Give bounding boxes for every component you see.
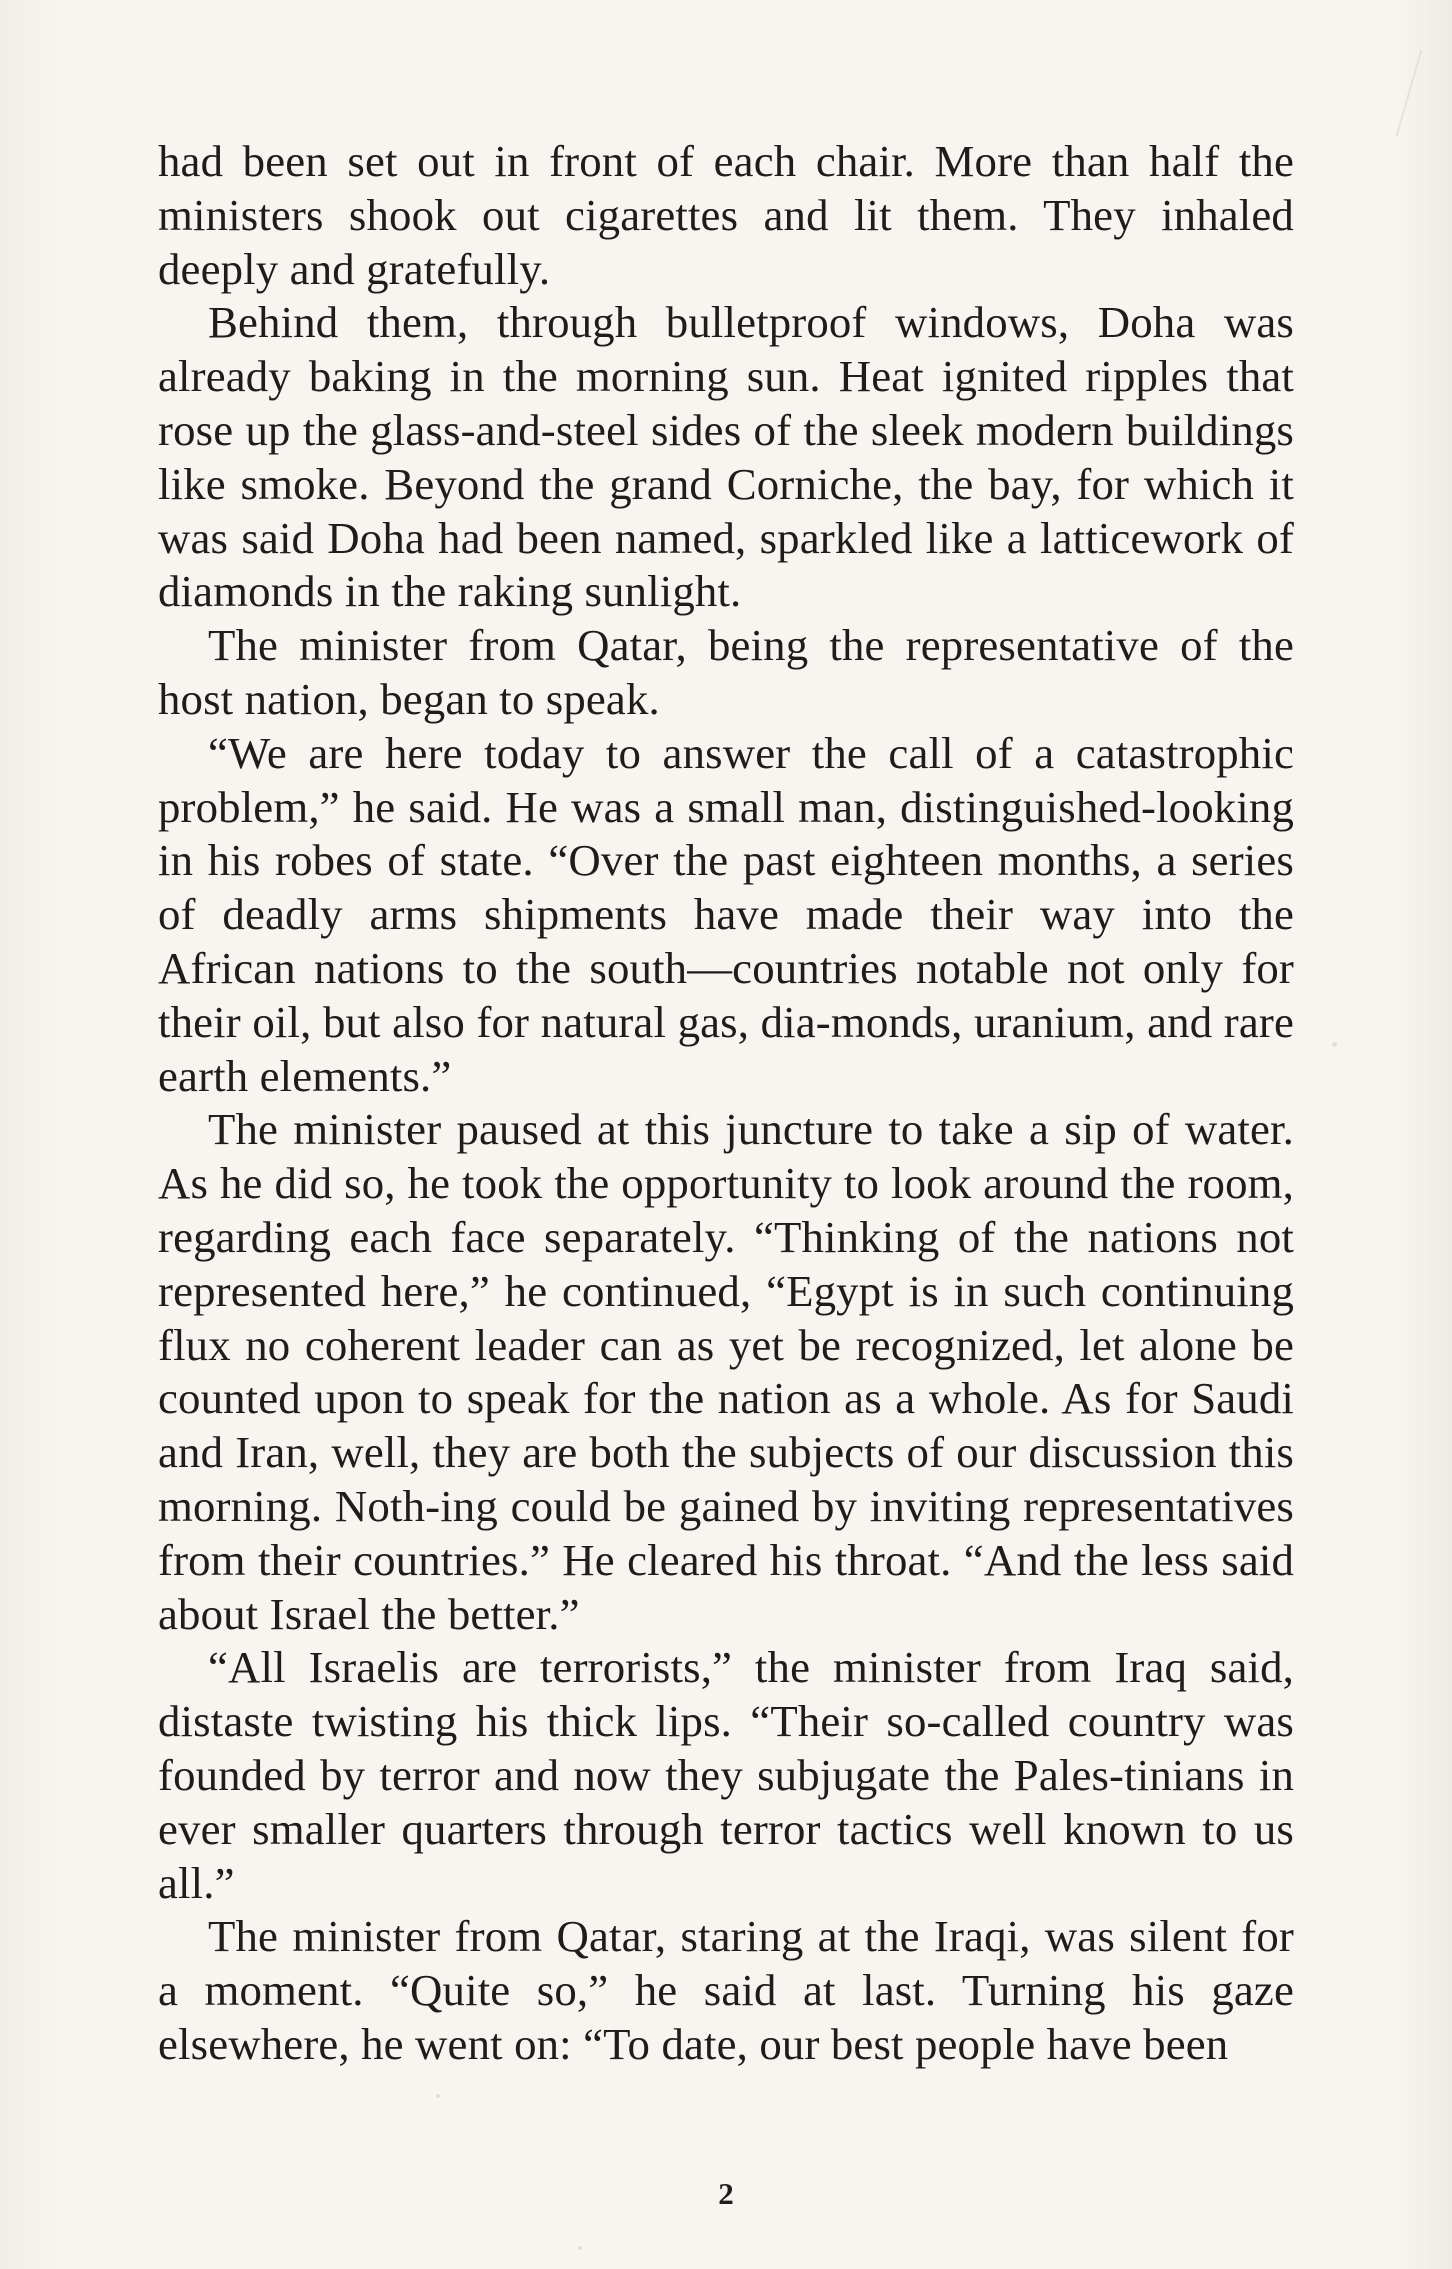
paragraph-catastrophic-problem: “We are here today to answer the call of a catastrophic problem,” he said. He was a small man, distinguished-looking in his robes of state. “Over the past eighteen months, a series of deadly arms shipments have made their way into the African nations to the south—countries notable not only for their oil, but also for natural gas, dia-monds, uranium, and rare earth elements.” [158, 727, 1294, 1101]
paper-edge-mark [1396, 49, 1423, 136]
paper-speck [436, 2094, 440, 2098]
paragraph-qatar-response: The minister from Qatar, staring at the Iraqi, was silent for a moment. “Quite so,” he said at last. Turning his gaze elsewhere, he went on: “To date, our best people have been [158, 1911, 1294, 2069]
paper-speck [578, 2246, 582, 2250]
paragraph-unrepresented-nations: The minister paused at this juncture to take a sip of water. As he did so, he took the opportunity to look around the room, regarding each face separately. “Thinking of the nations not represented here,” he continued, “Egypt is in such continuing flux no coherent leader can as yet be recognized, let alone be counted upon to speak for the nation as a whole. As for Saudi and Iran, well, they are both the subjects of our discussion this morning. Noth-ing could be gained by inviting representatives from their countries.” He cleared his throat. “And the less said about Israel the better.” [158, 1104, 1294, 1639]
paper-speck [1332, 1042, 1337, 1047]
page-number: 2 [718, 2176, 734, 2211]
paragraph-qatar-minister-intro: The minister from Qatar, being the representative of the host nation, began to speak. [158, 620, 1294, 724]
paragraph-doha-description: Behind them, through bulletproof windows, Doha was already baking in the morning sun. Heat ignited ripples that rose up the glass-and-steel sides of the sleek modern buildings like smoke. Beyond the grand Corniche, the bay, for which it was said Doha had been named, sparkled like a latticework of diamonds in the raking sunlight. [158, 297, 1294, 617]
body-text [158, 135, 1294, 2072]
paragraph-continuation: had been set out in front of each chair. More than half the ministers shook out cigarettes and lit them. They inhaled deeply and gratefully. [158, 136, 1294, 294]
paragraph-iraqi-minister: “All Israelis are terrorists,” the minister from Iraq said, distaste twisting his thick lips. “Their so-called country was founded by terror and now they subjugate the Pales-tinians in ever smaller quarters through terror tactics well known to us all.” [158, 1642, 1294, 1908]
